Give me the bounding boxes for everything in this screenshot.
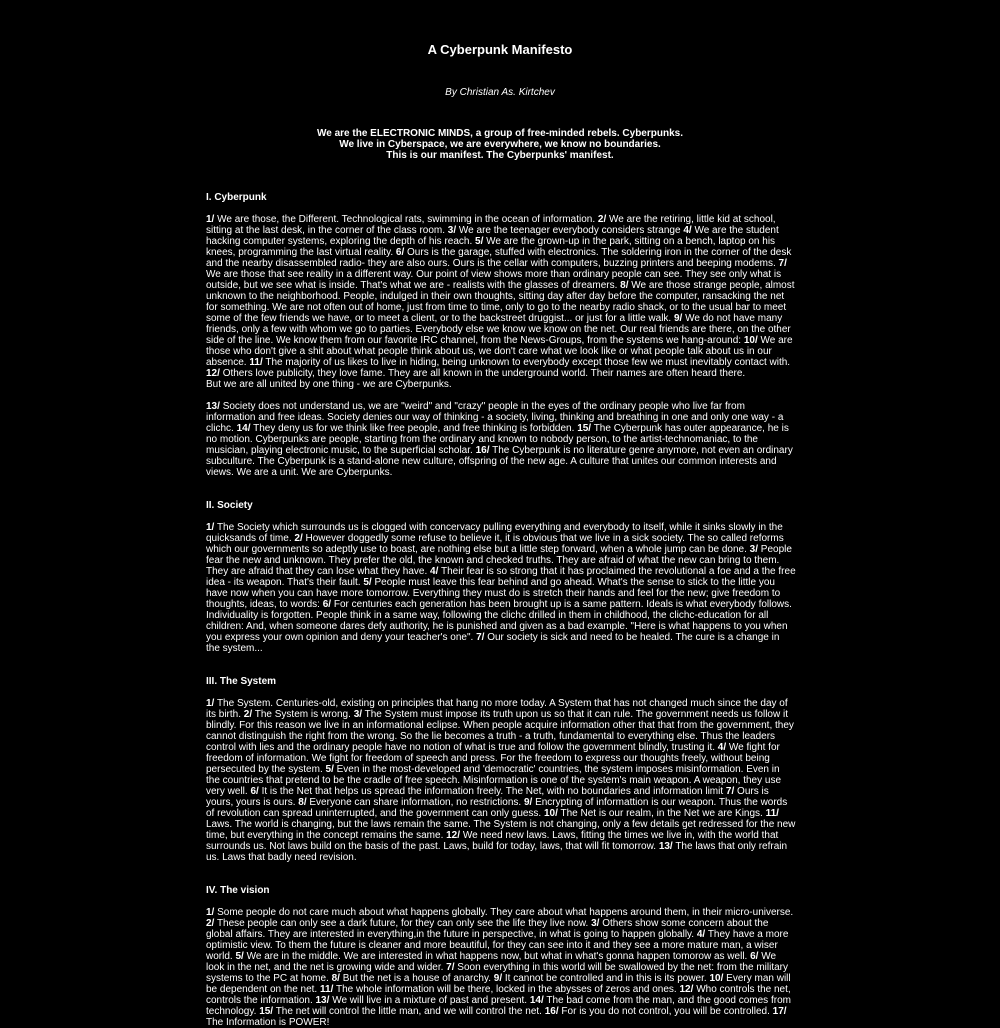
point-text: We are those, the Different. Technological rats, swimming in the ocean of information. [217,214,596,225]
point-number: 2/ [597,214,607,225]
point-text: Some people do not care much about what happens globally. They care about what happens around them, in their micro-universe. [217,907,794,918]
point-number: 5/ [325,764,334,775]
point-number: 1/ [206,698,215,709]
point-number: 3/ [591,918,600,929]
point-number: 5/ [235,951,244,962]
intro-line: This is our manifest. The Cyberpunks' manifest. [386,150,614,161]
point-number: 12/ [206,368,220,379]
point-number: 8/ [298,797,307,808]
point-number: 6/ [250,786,259,797]
point-text: People fear the new and unknown. They prefer the old, the known and checked truths. They are afraid of what the new can bring to them. They are afraid that they can lose what they have. [206,544,792,577]
point-text: Others love publicity, they love fame. They are all known in the underground world. Their names are often heard there. [222,368,746,379]
point-number: 7/ [476,632,485,643]
point-text: Their fear is so strong that it has proclaimed the revolutional a foe and a the free idea - its weapon. That's their fault. [206,566,796,588]
point-number: 15/ [259,1006,274,1017]
point-text: The majority of us likes to live in hiding, being unknown to everybody except those few we must inevitably contact with. [265,357,791,368]
section-title: IV. The vision [206,885,270,896]
point-number: 6/ [395,247,405,258]
point-number: 15/ [577,423,592,434]
point-text: Even in the most-developed and 'democratic' countries, the system imposes misinformation. Even in the countries that pretend to be the cradle of free speech. Misinformation is one of the system's main weapon. A weapon, they use very well. [206,764,782,797]
point-text: The bad come from the man, and the good comes from technology. [206,995,791,1017]
manifesto-body [206,192,796,1028]
point-number: 2/ [206,918,215,929]
point-number: 11/ [765,808,779,819]
point-text: The System. Centuries-old, existing on principles that hang no more today. A System that has not changed much since the day of its birth. [206,698,788,720]
point-text: The Society which surrounds us is clogged with concervacy pulling everything and everybody to itself, while it sinks slowly in the quicksands of time. [206,522,783,544]
point-number: 16/ [544,1006,559,1017]
point-text: We need new laws. Laws, fitting the times we live in, with the world that surrounds us. Not laws build on the basis of the past. Laws, build for today, laws, that will fit tomorrow. [206,830,779,852]
point-number: 14/ [529,995,544,1006]
intro-block [0,128,1000,161]
point-text: But the net is a house of anarchy. [342,973,491,984]
point-text: It cannot be controlled and in this is its power. [504,973,707,984]
point-text: We are the student hacking computer systems, exploring the depth of his reach. [206,225,779,247]
point-text: The System is wrong. [254,709,351,720]
section-title: I. Cyberpunk [206,192,267,203]
point-text: But we are all united by one thing - we are Cyberpunks. [206,379,452,390]
point-text: We will live in a mixture of past and present. [332,995,528,1006]
point-number: 3/ [447,225,457,236]
point-number: 7/ [778,258,787,269]
point-text: The Information is POWER! [206,1017,330,1028]
point-number: 9/ [523,797,533,808]
point-number: 10/ [743,335,758,346]
point-number: 14/ [236,423,251,434]
point-text: Encrypting of informattion is our weapon. Thus the words of revolution can spread uninterrupted, and the government can only guess. [206,797,788,819]
point-text: We are in the middle. We are interested in what happens now, but what in what's gonna happen tomorow as well. [246,951,748,962]
point-text: Our society is sick and need to be healed. The cure is a change in the system... [206,632,780,654]
point-text: We fight for freedom of information. We fight for freedom of speech and press. For the freedom to express our thoughts freely, without being persecuted by the system. [206,742,780,775]
point-text: Who controls the net, controls the information. [206,984,791,1006]
point-text: We are the teenager everybody considers strange [458,225,681,236]
point-text: The Net is our realm, in the Net we are Kings. [560,808,763,819]
point-text: The net will control the little man, and we will control the net. [275,1006,542,1017]
point-number: 1/ [206,907,215,918]
point-text: Everyone can share information, no restrictions. [309,797,522,808]
point-text: We are the retiring, little kid at school, sitting at the last desk, in the corner of the class room. [206,214,776,236]
point-text: We are those strange people, almost unknown to the neighborhood. People, indulged in their own thoughts, sitting day after day before the computer, ransacking the net for something. We are not often out of home, just from time to time, only to go to the nearby radio shack, or to the usual bar to meet some of the few friends we have, or to meet a client, or to the backstreet druggist... or just for a little walk. [206,280,795,324]
point-number: 13/ [658,841,673,852]
point-number: 3/ [749,544,759,555]
point-text: The laws that only refrain us. Laws that badly need revision. [206,841,788,863]
point-text: The Cyberpunk is no literature genre anymore, not even an ordinary subculture. The Cyberpunk is a stand-alone new culture, offspring of the new age. A culture that unites our common interests and views. We are a unit. We are Cyberpunks. [206,445,793,478]
point-number: 1/ [206,214,215,225]
point-number: 4/ [683,225,692,236]
point-number: 3/ [353,709,363,720]
point-number: 4/ [717,742,727,753]
section-title: III. The System [206,676,277,687]
point-text: People must leave this fear behind and go ahead. What's the sense to stick to the little you have now when you can have more tomorrow. Everything they must do is stretch their hands and feel for the new; give freedom to thoughts, ideas, to words: [206,577,781,610]
point-number: 5/ [475,236,484,247]
point-text: We look in the net, and the net is growing wide and wider. [206,951,777,973]
point-number: 13/ [206,401,220,412]
point-number: 12/ [679,984,694,995]
point-text: Society does not understand us, we are "weird" and "crazy" people in the eyes of the ordinary people who live far from information and free ideas. Society denies our way of thinking - a society, living, thinking and breathing in one and only one way - a clichc. [206,401,784,434]
point-number: 11/ [249,357,263,368]
point-number: 7/ [446,962,455,973]
point-number: 9/ [674,313,683,324]
point-number: 2/ [294,533,303,544]
point-number: 11/ [320,984,334,995]
point-number: 6/ [750,951,759,962]
point-number: 8/ [331,973,340,984]
intro-line: We live in Cyberspace, we are everywhere, we know no boundaries. [339,139,661,150]
point-number: 9/ [493,973,503,984]
point-text: Ours is the garage, stuffed with electronics. The soldering iron in the corner of the desk and the nearby disassembled radio- they are also ours. Ours is the cellar with computers, buzzing printers and beeping modems. [206,247,792,269]
point-text: For is you do not control, you will be controlled. [561,1006,770,1017]
point-text: They deny us for we think like free people, and free thinking is forbidden. [253,423,575,434]
section-paragraph [206,401,796,478]
intro-line: We are the ELECTRONIC MINDS, a group of free-minded rebels. Cyberpunks. [317,128,683,139]
point-text: Ours is yours, yours is ours. [206,786,769,808]
author-byline: By Christian As. Kirtchev [445,87,555,98]
point-number: 12/ [446,830,461,841]
point-text: The whole information will be there, locked in the abysses of zeros and ones. [335,984,677,995]
point-text: The System must impose its truth upon us so that it can rule. The government needs us follow it blindly. For this reason we live in an informational eclipse. When people acquire information other that that from the government, they cannot distinguish the right from the wrong. So the lie becomes a truth - a truth, fundamental to everything else. Thus the leaders control with lies and the ordinary people have no notion of what is true and follow the government blindly, trusting it. [206,709,794,753]
point-number: 17/ [772,1006,787,1017]
point-number: 10/ [709,973,724,984]
point-text: We are the grown-up in the park, sitting on a bench, laptop on his knees, programming the last virtual reality. [206,236,776,258]
point-text: Soon everything in this world will be swallowed by the net: from the military systems to the PC at home. [206,962,788,984]
point-number: 8/ [620,280,629,291]
point-text: However doggedly some refuse to believe it, it is obvious that we live in a sick society. The so called reforms which our governments so adeptly use to boast, are nothing else but a little step forward, when a whole jump can be done. [206,533,784,555]
section-paragraph [206,698,796,863]
point-text: The Cyberpunk has outer appearance, he is no motion. Cyberpunks are people, starting from the ordinary and known to nobody person, to the artist-technomaniac, to the musician, playing electronic music, to the superficial scholar. [206,423,789,456]
point-number: 13/ [315,995,330,1006]
point-number: 16/ [475,445,490,456]
section-paragraph [206,522,796,654]
point-number: 4/ [696,929,706,940]
point-text: It is the Net that helps us spread the information freely. The Net, with no boundaries and information limit [261,786,724,797]
point-text: We are those that see reality in a different way. Our point of view shows more than ordinary people can see. They see only what is outside, but we see what is inside. That's what we are - realists with the glasses of dreamers. [206,269,782,291]
point-number: 1/ [206,522,215,533]
point-text: These people can only see a dark future, for they can only see the life they live now. [216,918,589,929]
point-number: 5/ [363,577,372,588]
point-text: Laws. The world is changing, but the laws remain the same. The System is not changing, only a few details get redressed for the new time, but everything in the concept remains the same. [206,819,796,841]
point-text: We do not have many friends, only a few with whom we go to parties. Everybody else we know we know on the net. Our real friends are there, on the other side of the line. We know them from our favorite IRC channel, from the News-Groups, from the systems we hang-around: [206,313,791,346]
point-text: For centuries each generation has been brought up is a same pattern. Ideals is what everybody follows. Individuality is forgotten. People think in a same way, following the clichc drilled in them in childhood, the clichc-education for all children: And, when someone dares defy authority, he is punished and given as a bad example. "Here is what happens to you when you express your own opinion and deny your teacher's one". [206,599,792,643]
section-title: II. Society [206,500,253,511]
point-text: Others show some concern about the global affairs. They are interested in everything,in the future in perspective, in what is going to happen globally. [206,918,769,940]
point-number: 4/ [430,566,439,577]
point-text: Every man will be dependent on the net. [206,973,791,995]
section-paragraph [206,907,796,1028]
point-number: 6/ [322,599,332,610]
point-text: We are those who don't give a shit about what people think about us, we don't care what we look like or what people talk about us in our absence. [206,335,793,368]
point-number: 2/ [243,709,253,720]
section-paragraph [206,214,796,390]
point-number: 7/ [725,786,735,797]
page-title: A Cyberpunk Manifesto [427,42,573,57]
point-number: 10/ [544,808,558,819]
point-text: They have a more optimistic view. To them the future is cleaner and more beautiful, for they can see into it and they see a more mature man, a wiser world. [206,929,789,962]
